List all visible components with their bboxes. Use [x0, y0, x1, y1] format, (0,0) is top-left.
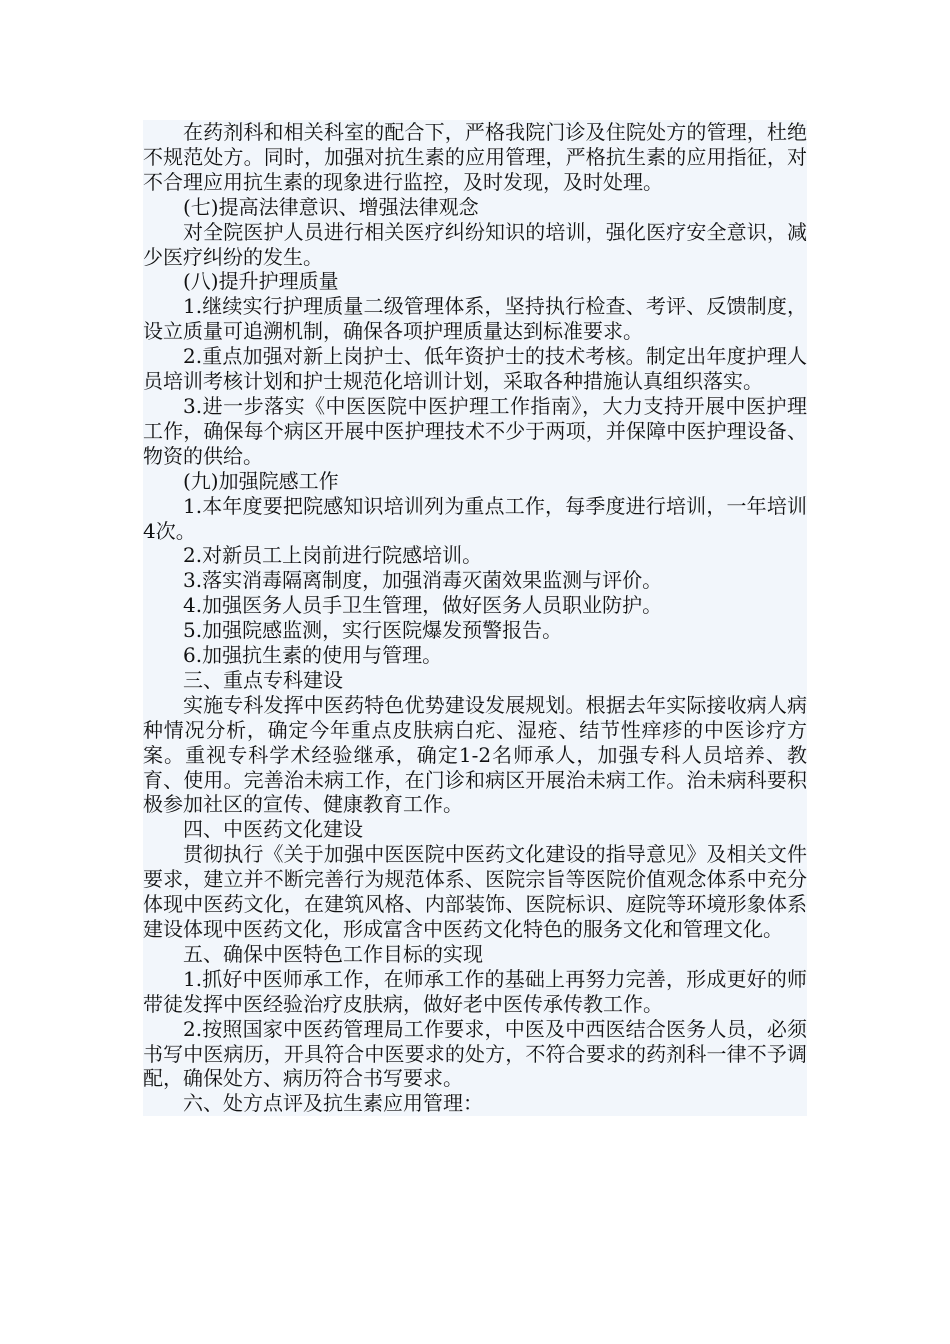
list-item: 4.加强医务人员手卫生管理，做好医务人员职业防护。 — [143, 593, 807, 618]
list-item: 1.本年度要把院感知识培训列为重点工作，每季度进行培训，一年培训4次。 — [143, 493, 807, 543]
list-item: 2.按照国家中医药管理局工作要求，中医及中西医结合医务人员，必须书写中医病历，开具符合中医要求的处方，不符合要求的药剂科一律不予调配，确保处方、病历符合书写要求。 — [143, 1016, 807, 1091]
paragraph: 对全院医护人员进行相关医疗纠纷知识的培训，强化医疗安全意识，减少医疗纠纷的发生。 — [143, 219, 807, 269]
paragraph: 在药剂科和相关科室的配合下，严格我院门诊及住院处方的管理，杜绝不规范处方。同时，加强对抗生素的应用管理，严格抗生素的应用指征，对不合理应用抗生素的现象进行监控，及时发现，及时处理。 — [143, 120, 807, 194]
section-heading: (八)提升护理质量 — [143, 269, 807, 294]
list-item: 5.加强院感监测，实行医院爆发预警报告。 — [143, 618, 807, 643]
paragraph: 实施专科发挥中医药特色优势建设发展规划。根据去年实际接收病人病种情况分析，确定今年重点皮肤病白疕、湿疮、结节性痒疹的中医诊疗方案。重视专科学术经验继承，确定1-2名师承人，加强专科人员培养、教育、使用。完善治未病工作，在门诊和病区开展治未病工作。治未病科要积极参加社区的宣传、健康教育工作。 — [143, 692, 807, 817]
list-item: 6.加强抗生素的使用与管理。 — [143, 643, 807, 668]
document-body — [143, 120, 807, 1116]
section-heading: 四、中医药文化建设 — [143, 817, 807, 842]
list-item: 1.抓好中医师承工作，在师承工作的基础上再努力完善，形成更好的师带徒发挥中医经验治疗皮肤病，做好老中医传承传教工作。 — [143, 966, 807, 1016]
list-item: 3.进一步落实《中医医院中医护理工作指南》，大力支持开展中医护理工作，确保每个病区开展中医护理技术不少于两项，并保障中医护理设备、物资的供给。 — [143, 393, 807, 468]
list-item: 2.重点加强对新上岗护士、低年资护士的技术考核。制定出年度护理人员培训考核计划和护士规范化培训计划，采取各种措施认真组织落实。 — [143, 344, 807, 394]
section-heading: (七)提高法律意识、增强法律观念 — [143, 195, 807, 220]
list-item: 3.落实消毒隔离制度，加强消毒灭菌效果监测与评价。 — [143, 568, 807, 593]
section-heading: 六、处方点评及抗生素应用管理： — [143, 1091, 807, 1116]
section-heading: 五、确保中医特色工作目标的实现 — [143, 942, 807, 967]
section-heading: (九)加强院感工作 — [143, 469, 807, 494]
section-heading: 三、重点专科建设 — [143, 668, 807, 693]
paragraph: 贯彻执行《关于加强中医医院中医药文化建设的指导意见》及相关文件要求，建立并不断完善行为规范体系、医院宗旨等医院价值观念体系中充分体现中医药文化，在建筑风格、内部装饰、医院标识、庭院等环境形象体系建设体现中医药文化，形成富含中医药文化特色的服务文化和管理文化。 — [143, 842, 807, 941]
list-item: 2.对新员工上岗前进行院感培训。 — [143, 543, 807, 568]
list-item: 1.继续实行护理质量二级管理体系，坚持执行检查、考评、反馈制度，设立质量可追溯机制，确保各项护理质量达到标准要求。 — [143, 294, 807, 344]
